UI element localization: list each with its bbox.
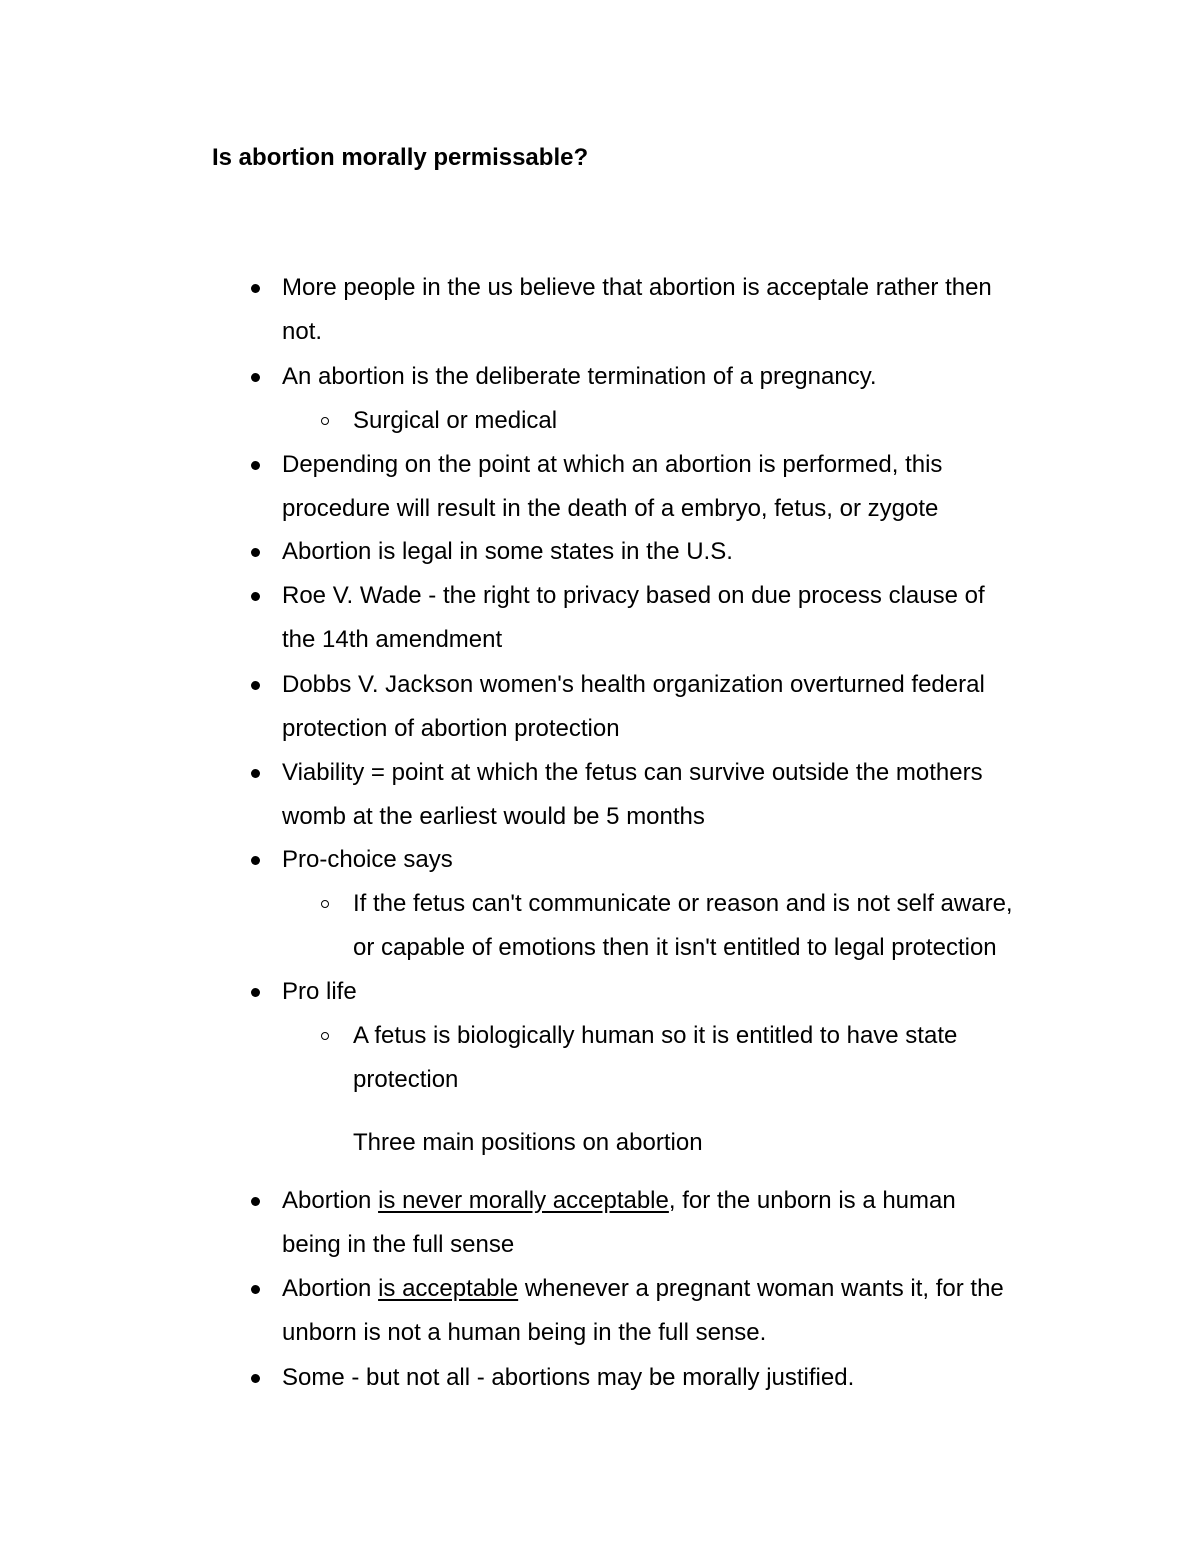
text-run: Abortion — [282, 1275, 379, 1302]
underlined-text: is acceptable — [378, 1275, 519, 1302]
page-title: Is abortion morally permissable? — [212, 144, 589, 171]
list-item — [282, 1267, 1004, 1355]
list-item — [282, 530, 733, 574]
list-item-line: Depending on the point at which an abortion is performed, this — [282, 451, 943, 478]
bullet-circle — [321, 900, 329, 908]
bullet-dot — [251, 548, 260, 557]
list-item-line: protection of abortion protection — [282, 715, 620, 742]
bullet-circle — [321, 1032, 329, 1040]
text-run: , for the unborn is a human — [668, 1187, 956, 1214]
bullet-circle — [321, 417, 329, 425]
list-item — [282, 663, 985, 751]
list-item-line: the 14th amendment — [282, 626, 503, 653]
bullet-dot — [251, 769, 260, 778]
list-item-line: Viability = point at which the fetus can survive outside the mothers — [282, 759, 983, 786]
list-item-line — [282, 1179, 956, 1223]
bullet-dot — [251, 1374, 260, 1383]
list-item — [282, 1356, 854, 1400]
list-item — [282, 574, 985, 662]
bullet-dot — [251, 373, 260, 382]
list-item-line: Abortion is legal in some states in the U.S. — [282, 538, 733, 565]
list-item-line: Roe V. Wade - the right to privacy based on due process clause of — [282, 582, 985, 609]
list-item — [282, 838, 453, 882]
underlined-text: is never morally acceptable — [378, 1187, 669, 1214]
list-item — [282, 970, 357, 1014]
list-item-line: being in the full sense — [282, 1231, 515, 1258]
list-item — [282, 1179, 956, 1267]
list-item-line: procedure will result in the death of a embryo, fetus, or zygote — [282, 495, 939, 522]
text-run: whenever a pregnant woman wants it, for the — [518, 1275, 1004, 1302]
list-item-line: Surgical or medical — [353, 407, 558, 434]
list-item-line: protection — [353, 1066, 459, 1093]
sub-list-item — [353, 1014, 957, 1102]
section-subheading: Three main positions on abortion — [353, 1129, 703, 1156]
list-item-line: An abortion is the deliberate termination of a pregnancy. — [282, 363, 877, 390]
list-item — [282, 443, 942, 531]
bullet-dot — [251, 681, 260, 690]
bullet-dot — [251, 461, 260, 470]
list-item-line: Pro-choice says — [282, 846, 453, 873]
list-item-line: More people in the us believe that abortion is acceptale rather then — [282, 274, 992, 301]
bullet-dot — [251, 1197, 260, 1206]
list-item-line: or capable of emotions then it isn't entitled to legal protection — [353, 934, 997, 961]
list-item-line: Some - but not all - abortions may be morally justified. — [282, 1364, 855, 1391]
list-item-line: A fetus is biologically human so it is entitled to have state — [353, 1022, 958, 1049]
list-item-line: womb at the earliest would be 5 months — [282, 803, 705, 830]
bullet-dot — [251, 592, 260, 601]
bullet-dot — [251, 1285, 260, 1294]
list-item — [282, 355, 877, 399]
list-item-line: Dobbs V. Jackson women's health organization overturned federal — [282, 671, 985, 698]
bullet-dot — [251, 988, 260, 997]
sub-list-item — [353, 882, 1013, 970]
list-item — [282, 751, 983, 839]
list-item-line: not. — [282, 318, 323, 345]
list-item-line: If the fetus can't communicate or reason and is not self aware, — [353, 890, 1013, 917]
sub-list-item — [353, 399, 557, 443]
text-run: Abortion — [282, 1187, 379, 1214]
list-item-line: Pro life — [282, 978, 357, 1005]
list-item-line — [282, 1267, 1004, 1311]
list-item-line: unborn is not a human being in the full sense. — [282, 1319, 767, 1346]
bullet-dot — [251, 284, 260, 293]
list-item — [282, 266, 992, 354]
bullet-dot — [251, 856, 260, 865]
